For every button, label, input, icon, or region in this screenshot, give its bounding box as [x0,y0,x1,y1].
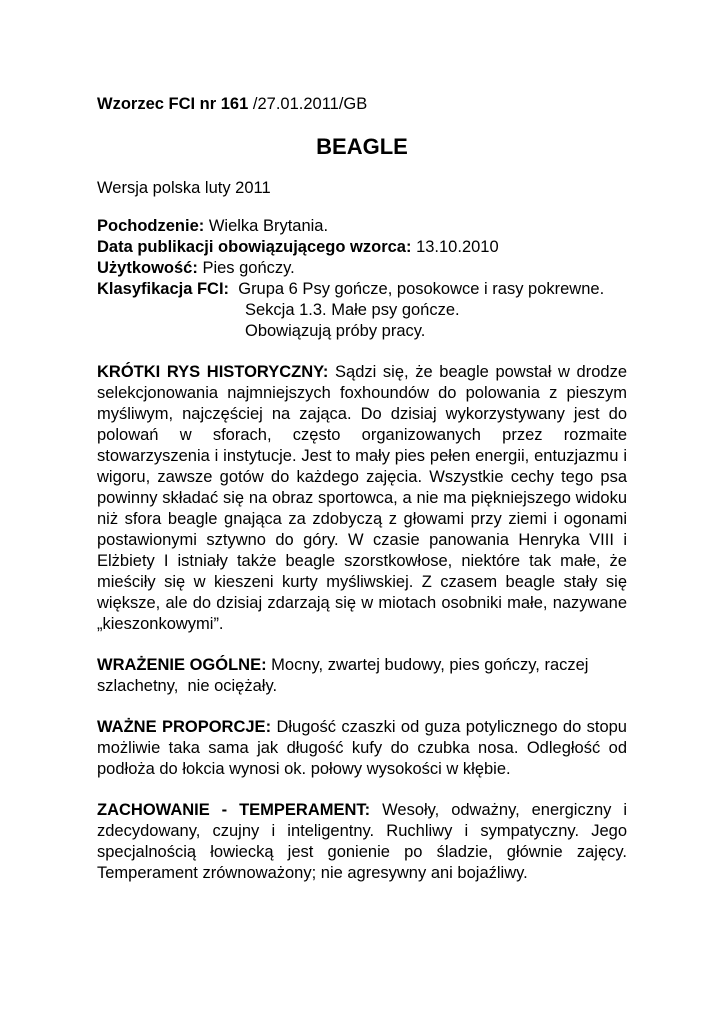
history-label: KRÓTKI RYS HISTORYCZNY: [97,363,329,381]
origin-line [97,216,627,237]
history-section [97,362,627,635]
utility-label: Użytkowość: [97,259,198,277]
history-text: Sądzi się, że beagle powstał w drodze selekcjonowania najmniejszych foxhoundów do polowania z pieszym myśliwym, najczęściej na zająca. Do dzisiaj wykorzystywany jest do polowań w sforach, często organizowanych przez rozmaite stowarzyszenia i instytucje. Jest to mały pies pełen energii, entuzjazmu i wigoru, zawsze gotów do każdego zajęcia. Wszystkie cechy tego psa powinny składać się na obraz sportowca, a nie ma piękniejszego widoku niż sfora beagle gnająca za zdobyczą z głowami przy ziemi i ogonami postawionymi sztywno do góry. W czasie panowania Henryka VIII i Elżbiety I istniały także beagle szorstkowłose, niektóre tak małe, że mieściły się w kieszeni kurty myśliwskiej. Z czasem beagle stały się większe, ale do dzisiaj zdarzają się w miotach osobniki małe, nazywane „kieszonkowymi”. [97,363,628,633]
behavior-section [97,800,627,884]
version-note: Wersja polska luty 2011 [97,179,271,197]
standard-code: Wzorzec FCI nr 161 [97,95,249,113]
general-impression-text: Mocny, zwartej budowy, pies gończy, raczej szlachetny, nie ociężały. [97,656,594,695]
publication-date-value: 13.10.2010 [411,238,499,256]
standard-date: /27.01.2011/GB [248,95,368,113]
origin-label: Pochodzenie: [97,217,205,235]
classification-label: Klasyfikacja FCI: [97,280,230,298]
proportions-text: Długość czaszki od guza potylicznego do stopu możliwie taka sama jak długość kufy do czubka nosa. Odległość od podłoża do łokcia wynosi ok. połowy wysokości w kłębie. [97,718,627,778]
proportions-section [97,717,627,780]
classification-line [97,279,627,300]
publication-date-line [97,237,627,258]
page-title: BEAGLE [316,134,408,159]
general-impression-section [97,655,627,697]
classification-trials: Obowiązują próby pracy. [245,322,426,340]
origin-value: Wielka Brytania. [204,217,329,235]
utility-value: Pies gończy. [197,259,295,277]
standard-header [97,94,627,114]
utility-line [97,258,627,279]
publication-date-label: Data publikacji obowiązującego wzorca: [97,238,412,256]
metadata-block [97,216,627,342]
proportions-label: WAŻNE PROPORCJE: [97,718,272,736]
classification-section: Sekcja 1.3. Małe psy gończe. [245,301,460,319]
general-impression-label: WRAŻENIE OGÓLNE: [97,656,267,674]
behavior-text: Wesoły, odważny, energiczny i zdecydowany, czujny i inteligentny. Ruchliwy i sympatyczny. Jego specjalnością łowiecką jest gonienie po śladzie, głównie zajęcy. Temperament zrównoważony; nie agresywny ani bojaźliwy. [97,801,627,882]
document-page [97,94,627,884]
behavior-label: ZACHOWANIE - TEMPERAMENT: [97,801,371,819]
classification-group: Grupa 6 Psy gończe, posokowce i rasy pokrewne. [229,280,605,298]
